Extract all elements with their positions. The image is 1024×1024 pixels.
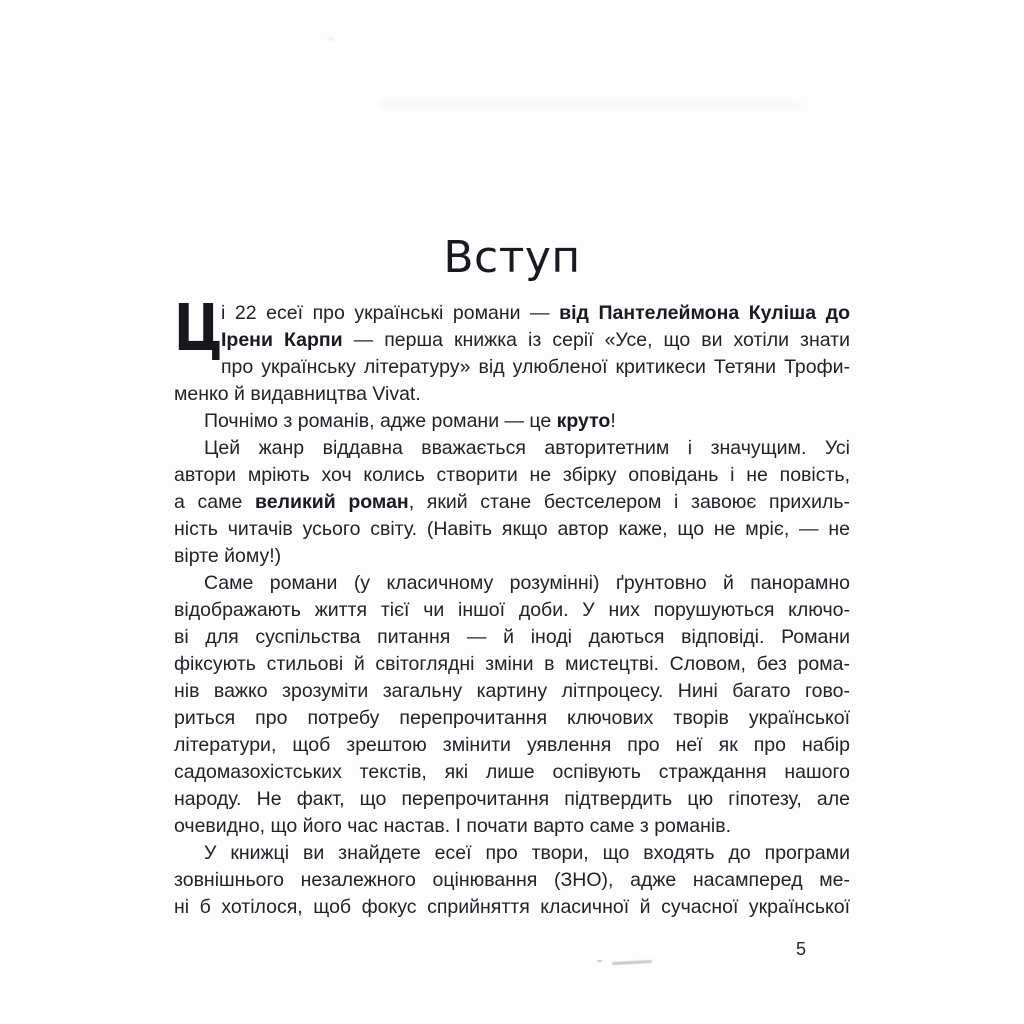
scan-artifact xyxy=(380,101,800,108)
page-number: 5 xyxy=(795,939,806,959)
page-body xyxy=(174,292,851,921)
text-segment: риться про потребу перепрочитання ключових творів української xyxy=(174,707,850,729)
text-segment: відображають життя тієї чи іншої доби. У них порушуються ключо- xyxy=(174,599,850,621)
text-segment: очевидно, що його час настав. І почати варто саме з романів. xyxy=(174,815,732,837)
text-segment: нів важко зрозуміти загальну картину літпроцесу. Нині багато гово- xyxy=(174,680,850,702)
text-segment: зовнішнього незалежного оцінювання (ЗНО), адже насамперед ме- xyxy=(174,869,850,891)
bold-text-segment: Ірени Карпи xyxy=(221,329,343,351)
bold-text-segment: від Пантелеймона Куліша до xyxy=(559,302,851,324)
bold-text-segment: круто xyxy=(556,410,611,432)
text-segment: ні б хотілося, щоб фокус сприйняття класичної й сучасної української xyxy=(174,896,850,918)
text-segment: — перша книжка із серії «Усе, що ви хотіли знати xyxy=(342,329,850,351)
paragraph xyxy=(174,570,850,840)
text-line xyxy=(174,435,850,462)
text-line xyxy=(174,759,850,786)
scan-artifact xyxy=(597,960,602,962)
text-line xyxy=(174,786,850,813)
text-line xyxy=(174,354,850,381)
text-line xyxy=(174,408,850,435)
text-segment: ві для суспільства питання — й іноді даються відповіді. Романи xyxy=(174,626,850,648)
bold-text-segment: великий роман xyxy=(255,491,409,513)
text-line xyxy=(174,570,850,597)
text-segment: У книжці ви знайдете есеї про твори, що входять до програми xyxy=(204,842,850,864)
text-segment: про українську літературу» від улюбленої критикеси Тетяни Трофи- xyxy=(221,356,850,378)
paragraph xyxy=(174,435,850,570)
text-segment: вірте йому!) xyxy=(174,545,282,567)
text-line xyxy=(174,705,850,732)
text-line xyxy=(174,867,850,894)
text-line xyxy=(174,543,850,570)
text-line xyxy=(174,597,850,624)
text-line xyxy=(174,462,850,489)
text-line xyxy=(174,300,850,327)
text-line xyxy=(174,489,850,516)
paragraph xyxy=(174,292,851,408)
text-line xyxy=(174,516,850,543)
text-segment: Цей жанр віддавна вважається авторитетним і значущим. Усі xyxy=(204,437,850,459)
text-line xyxy=(174,624,850,651)
text-segment: фіксують стильові й світоглядні зміни в мистецтві. Словом, без рома- xyxy=(174,653,850,675)
text-line xyxy=(174,678,850,705)
text-segment: і 22 есеї про українські романи — xyxy=(221,302,560,324)
text-segment: автори мріють хоч колись створити не збірку оповідань і не повість, xyxy=(174,464,850,486)
text-segment: ! xyxy=(610,410,616,432)
text-segment: менко й видавництва Vivat. xyxy=(174,383,421,405)
scan-artifact xyxy=(328,38,334,41)
text-segment: народу. Не факт, що перепрочитання підтвердить цю гіпотезу, але xyxy=(174,788,850,810)
text-line xyxy=(174,894,850,921)
text-segment: ність читачів усього світу. (Навіть якщо автор каже, що не мріє, — не xyxy=(174,518,850,540)
paragraph xyxy=(174,408,850,435)
text-segment: садомазохістських текстів, які лише оспівують страждання нашого xyxy=(174,761,850,783)
text-line xyxy=(174,813,850,840)
text-segment: Саме романи (у класичному розумінні) ґрунтовно й панорамно xyxy=(204,572,850,594)
text-line xyxy=(174,381,850,408)
text-segment: а саме xyxy=(174,491,255,513)
scan-artifact xyxy=(612,960,652,965)
text-line xyxy=(174,732,850,759)
text-line xyxy=(174,651,850,678)
text-line xyxy=(174,840,850,867)
chapter-title: Вступ xyxy=(443,232,581,284)
text-line xyxy=(174,327,850,354)
dropcap-letter: Ц xyxy=(174,292,223,366)
text-segment: , який стане бестселером і завоює прихиль- xyxy=(408,491,850,513)
text-segment: Почнімо з романів, адже романи — це xyxy=(204,410,557,432)
paragraph xyxy=(174,840,850,921)
text-segment: літератури, щоб зрештою змінити уявлення про неї як про набір xyxy=(174,734,850,756)
